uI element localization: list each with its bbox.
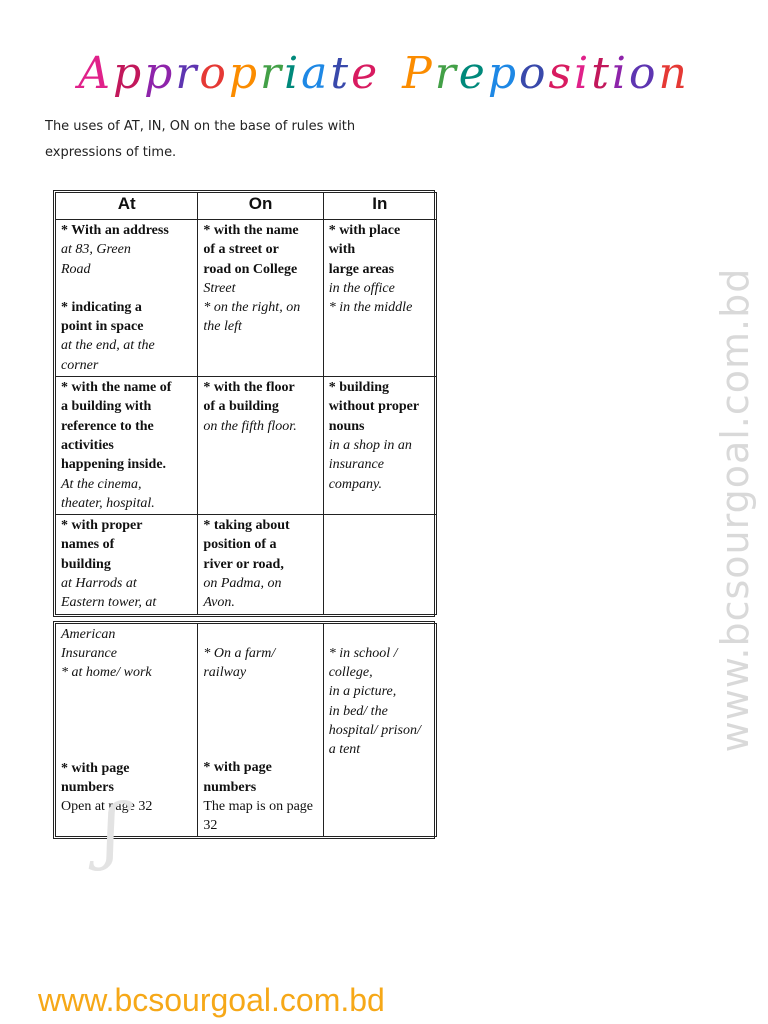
rule-text: of a street or <box>203 242 279 258</box>
cell-at <box>56 515 198 614</box>
rule-text: without proper <box>328 399 420 415</box>
cell-on <box>198 220 323 377</box>
table-header-row <box>56 193 437 220</box>
rule-text: building <box>61 556 111 572</box>
example-text: at 83, Green <box>61 242 131 258</box>
title-letter: o <box>628 48 659 99</box>
rule-text: * with the name of <box>61 380 172 396</box>
example-text: railway <box>203 664 247 680</box>
example-text: in the office <box>328 280 395 296</box>
example-text: a tent <box>328 742 361 758</box>
title-letter: o <box>199 48 229 99</box>
rule-text: river or road, <box>203 556 284 572</box>
rule-text: * With an address <box>61 223 169 238</box>
header-in: In <box>323 193 436 220</box>
example-text: American <box>61 626 116 642</box>
example-text: * on the right, on <box>203 300 301 316</box>
rule-text: * taking about <box>203 518 290 534</box>
title-letter: i <box>574 48 592 99</box>
blank-line <box>61 740 192 759</box>
example-text: college, <box>328 664 373 680</box>
example-text: on Padma, on <box>203 576 282 592</box>
table-row <box>56 377 437 515</box>
blank-line <box>203 701 317 720</box>
title-letter: e <box>351 48 381 99</box>
example-text: Insurance <box>61 645 117 661</box>
title-letter: p <box>228 48 261 99</box>
blank-line <box>203 739 317 758</box>
swirl-decoration-icon: ʃ <box>102 788 122 872</box>
cell-on <box>198 623 323 837</box>
cell-in <box>323 623 436 837</box>
title-letter: e <box>458 48 488 99</box>
example-text: at the end, at the <box>61 338 155 354</box>
example-text: At the cinema, <box>61 476 142 492</box>
rule-text: nouns <box>328 418 365 434</box>
example-text: Street <box>203 280 236 296</box>
example-text: * in the middle <box>328 300 413 316</box>
example-text: * On a farm/ <box>203 645 276 661</box>
table-row <box>56 220 437 377</box>
title-letter: t <box>591 48 612 99</box>
rule-text: of a building <box>203 399 279 415</box>
footer-url: www.bcsourgoal.com.bd <box>38 982 385 1018</box>
title-letter: p <box>144 48 176 99</box>
example-text: The map is on page 32 <box>203 798 313 834</box>
blank-line <box>203 625 317 644</box>
title-letter: n <box>658 48 690 99</box>
example-text: hospital/ prison/ <box>328 722 421 738</box>
blank-line <box>329 625 431 644</box>
rule-text: position of a <box>203 537 277 553</box>
title-letter: t <box>330 48 352 99</box>
example-text: insurance <box>328 457 384 473</box>
example-text: Road <box>61 261 91 277</box>
blank-line <box>61 279 192 298</box>
title-letter: r <box>260 48 285 99</box>
example-text: corner <box>61 357 99 373</box>
rule-text: happening inside. <box>61 457 167 473</box>
table-row <box>56 515 437 614</box>
cell-on <box>198 377 323 515</box>
example-text: at Harrods at <box>61 576 137 592</box>
cell-in <box>323 515 436 614</box>
title-letter: A <box>78 48 113 99</box>
example-text: Open at page 32 <box>61 799 153 815</box>
blank-line <box>203 720 317 739</box>
rule-text: point in space <box>61 319 144 335</box>
page-title <box>0 48 768 99</box>
rule-text: names of <box>61 537 115 553</box>
header-on: On <box>198 193 323 220</box>
example-text: * at home/ work <box>61 665 152 681</box>
title-letter: r <box>175 48 200 99</box>
rule-text: * indicating a <box>61 299 142 315</box>
example-text: theater, hospital. <box>61 495 155 511</box>
title-letter: i <box>284 48 302 99</box>
rule-text: reference to the <box>61 418 154 434</box>
rule-text: * with proper <box>61 518 143 534</box>
rule-text: * building <box>328 380 390 396</box>
example-text: in a picture, <box>328 684 397 700</box>
title-letter: P <box>402 48 435 99</box>
example-text: in a shop in an <box>328 437 412 453</box>
header-at: At <box>56 193 198 220</box>
rule-text: with <box>328 242 356 258</box>
title-letter: r <box>434 48 459 99</box>
rule-text: * with the floor <box>203 380 295 396</box>
title-letter: o <box>519 48 549 99</box>
rule-text: road on College <box>203 261 298 277</box>
example-text: in bed/ the <box>328 703 388 719</box>
rule-text: * with page <box>61 760 130 776</box>
cell-at <box>56 220 198 377</box>
rule-text: numbers <box>61 779 114 795</box>
rule-text: a building with <box>61 399 152 415</box>
rule-text: numbers <box>203 779 257 795</box>
intro-text <box>45 114 385 166</box>
cell-in <box>323 220 436 377</box>
cell-on <box>198 515 323 614</box>
cell-at <box>56 377 198 515</box>
rule-text: * with place <box>328 223 401 238</box>
blank-line <box>61 721 192 740</box>
example-text: on the fifth floor. <box>203 418 297 434</box>
blank-line <box>61 683 192 702</box>
rule-text: activities <box>61 437 114 453</box>
rule-text: * with page <box>203 760 272 776</box>
title-letter: s <box>548 48 575 99</box>
title-letter: a <box>301 48 331 99</box>
table-part-1 <box>53 190 435 617</box>
title-letter: i <box>611 48 629 99</box>
example-text: * in school / <box>328 645 398 661</box>
preposition-table <box>53 190 435 839</box>
example-text: the left <box>203 319 242 335</box>
cell-at <box>56 623 198 837</box>
example-text: company. <box>328 476 382 492</box>
rule-text: large areas <box>328 261 395 277</box>
example-text: Eastern tower, at <box>61 595 157 611</box>
intro-line-1: The uses of AT, IN, ON on the base of rules with <box>45 119 356 134</box>
intro-line-2: expressions of time. <box>45 145 177 160</box>
blank-line <box>203 682 317 701</box>
rule-text: * with the name <box>203 223 299 238</box>
side-watermark: www.bcsourgoal.com.bd <box>713 267 757 753</box>
cell-in <box>323 377 436 515</box>
title-letter: p <box>112 48 145 99</box>
example-text: Avon. <box>203 595 235 611</box>
blank-line <box>61 702 192 721</box>
title-letter: p <box>487 48 520 99</box>
